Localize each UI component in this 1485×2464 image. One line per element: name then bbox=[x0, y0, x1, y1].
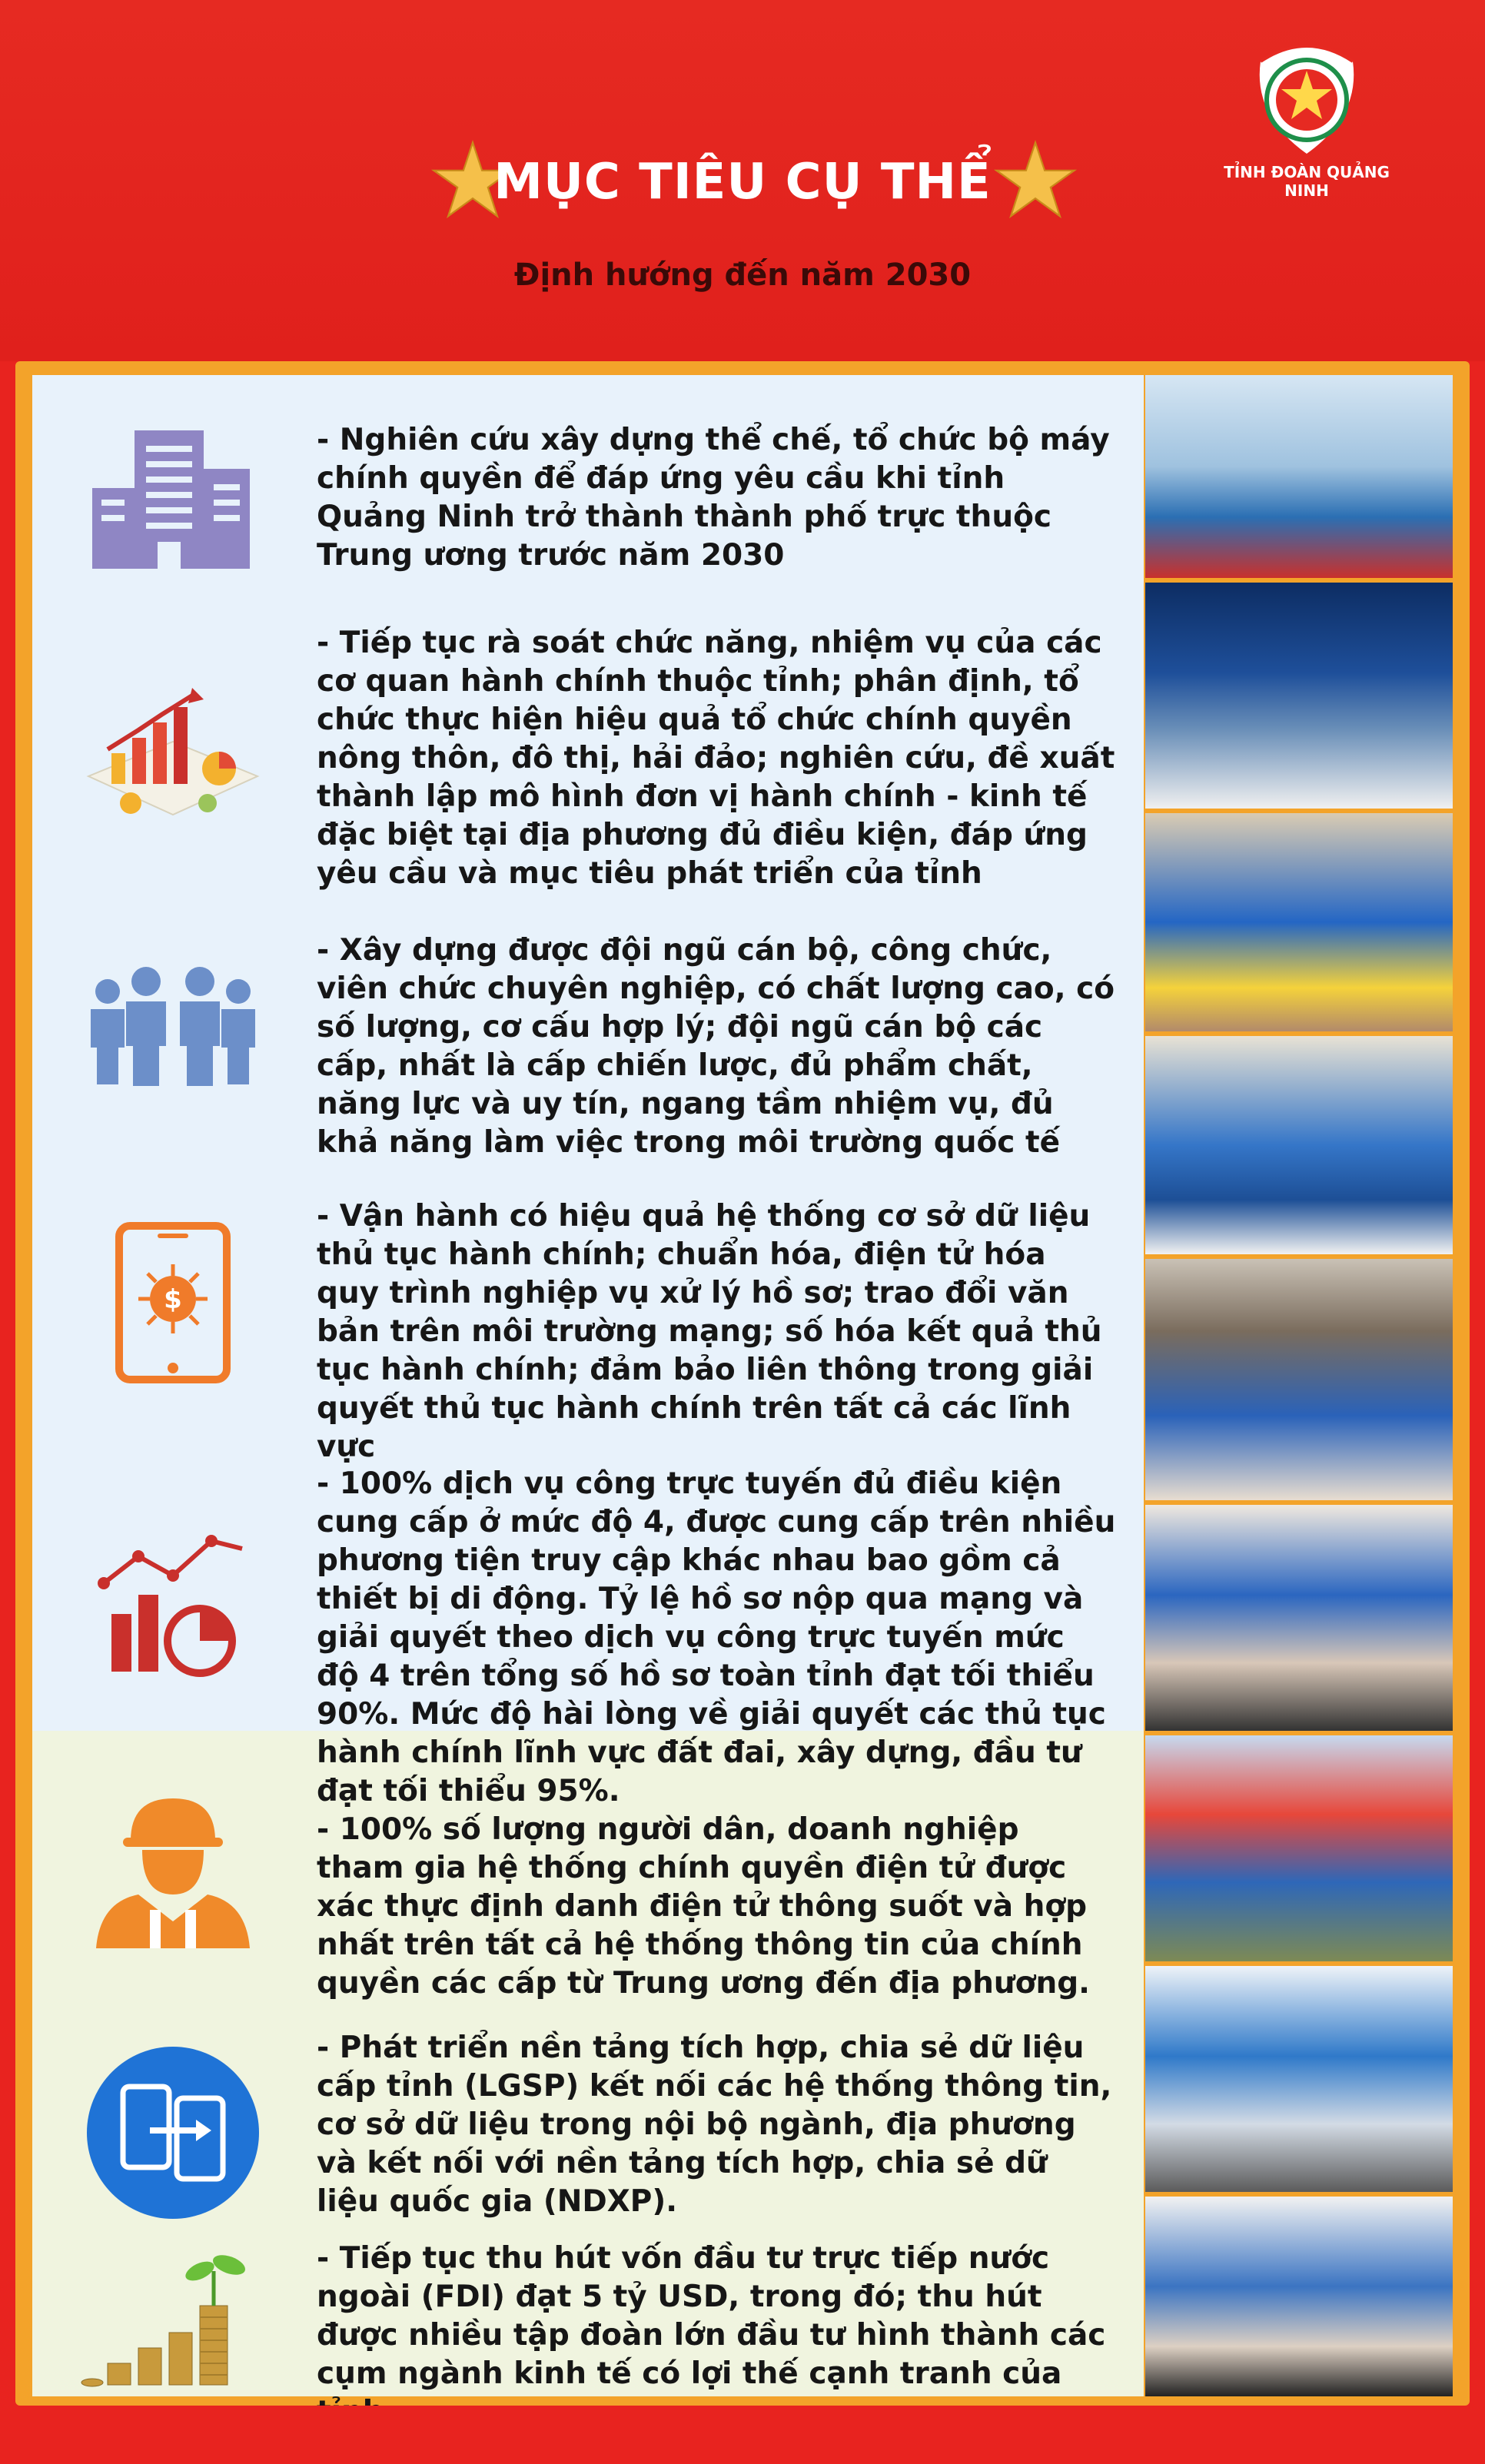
event-photo bbox=[1145, 375, 1453, 583]
data-transfer-icon bbox=[77, 2044, 269, 2221]
worker-icon bbox=[77, 1787, 269, 1948]
service-desk-photo bbox=[1145, 1259, 1453, 1505]
footer-band bbox=[0, 2406, 1485, 2464]
statistics-icon bbox=[77, 1533, 269, 1679]
youth-union-logo bbox=[1245, 31, 1368, 161]
goal-text-8: - Tiếp tục thu hút vốn đầu tư trực tiếp nước ngoài (FDI) đạt 5 tỷ USD, trong đó; thu hút được nhiều tập đoàn lớn đầu tư hình thành các cụm ngành kinh tế có lợi thế cạnh tranh của bbox=[317, 2241, 1106, 2391]
goal-text-1: - Nghiên cứu xây dựng thể chế, tổ chức bộ máy chính quyền để đáp ứng yêu cầu khi tỉnh Quảng Ninh trở thành thành phố trực thuộc Trung ương trước năm 2030 bbox=[317, 423, 1110, 573]
svg-text:$: $ bbox=[164, 1284, 182, 1315]
growth-chart-icon bbox=[77, 676, 269, 838]
photo-strip bbox=[1145, 375, 1453, 2396]
logo-caption: TỈNH ĐOÀN QUẢNG NINH bbox=[1224, 163, 1390, 200]
volunteers-photo bbox=[1145, 1505, 1453, 1735]
control-center-photo bbox=[1145, 583, 1453, 813]
people-group-icon bbox=[77, 965, 269, 1088]
goal-text-6: - 100% số lượng người dân, doanh nghiệp tham gia hệ thống chính quyền điện tử được xác thực định danh điện tử thông suốt và hợp nhất trên tất cả hệ thống thông tin của chính quyền các cấp từ Trung ương đến địa phương. bbox=[317, 1812, 1090, 2001]
building-icon bbox=[77, 415, 269, 576]
coins-plant-icon bbox=[77, 2248, 269, 2390]
meeting-photo bbox=[1145, 813, 1453, 1036]
goal-text-5: - 100% dịch vụ công trực tuyến đủ điều kiện cung cấp ở mức độ 4, được cung cấp trên nhiều phương tiện truy cập khác nhau bao gồm cả thiết bị di động. Tỷ lệ hồ sơ nộp qua mạng và giải quyết theo dịch vụ công trực tuyến mức độ 4 trên tổng số hồ sơ toàn tỉnh đạt tối thiểu 90%. Mức độ hài lòng về giải quyết các thủ tục hành chính lĩnh vực đất đai, xây dựng, đầu tư đạt tối thiểu 95%. bbox=[317, 1466, 1116, 1808]
office-photo bbox=[1145, 1036, 1453, 1259]
page-title: MỤC TIÊU CỤ THỂ bbox=[493, 154, 992, 211]
helpdesk-photo bbox=[1145, 1966, 1453, 2197]
goal-text-7: - Phát triển nền tảng tích hợp, chia sẻ dữ liệu cấp tỉnh (LGSP) kết nối các hệ thống thông tin, cơ sở dữ liệu trong nội bộ ngành, địa phương và kết nối với nền tảng tích hợp, chia sẻ dữ liệu quốc gia (NDXP). bbox=[317, 2031, 1112, 2219]
page-subtitle: Định hướng đến năm 2030 bbox=[513, 257, 972, 293]
goal-text-2: - Tiếp tục rà soát chức năng, nhiệm vụ của các cơ quan hành chính thuộc tỉnh; phân định, tổ chức thực hiện hiệu quả tổ chức chính quyền nông thôn, đô thị, hải đảo; nghiên cứu, đề xuất thành lập mô hình đơn vị hành chính - kinh tế đặc biệt tại địa phương đủ điều kiện, đáp ứng yêu cầu và mục tiêu phát triển của tỉnh bbox=[317, 626, 1115, 891]
tablet-money-icon bbox=[77, 1222, 269, 1383]
goal-text-3: - Xây dựng được đội ngũ cán bộ, công chức, viên chức chuyên nghiệp, có chất lượng cao, có số lượng, cơ cấu hợp lý; đội ngũ cán bộ các cấp, nhất là cấp chiến lược, đủ phẩm chất, năng lực và uy tín, ngang tầm nhiệm vụ, đủ khả năng làm việc trong môi trường quốc tế bbox=[317, 933, 1115, 1160]
guidance-photo bbox=[1145, 2197, 1453, 2396]
outreach-photo bbox=[1145, 1735, 1453, 1966]
goal-text-4: - Vận hành có hiệu quả hệ thống cơ sở dữ liệu thủ tục hành chính; chuẩn hóa, điện tử hóa quy trình nghiệp vụ xử lý hồ sơ; trao đổi văn bản trên môi trường mạng; số hóa kết quả thủ tục hành chính; đảm bảo liên thông trong giải quyết thủ tục hành chính trên tất cả các lĩnh vực bbox=[317, 1199, 1102, 1464]
